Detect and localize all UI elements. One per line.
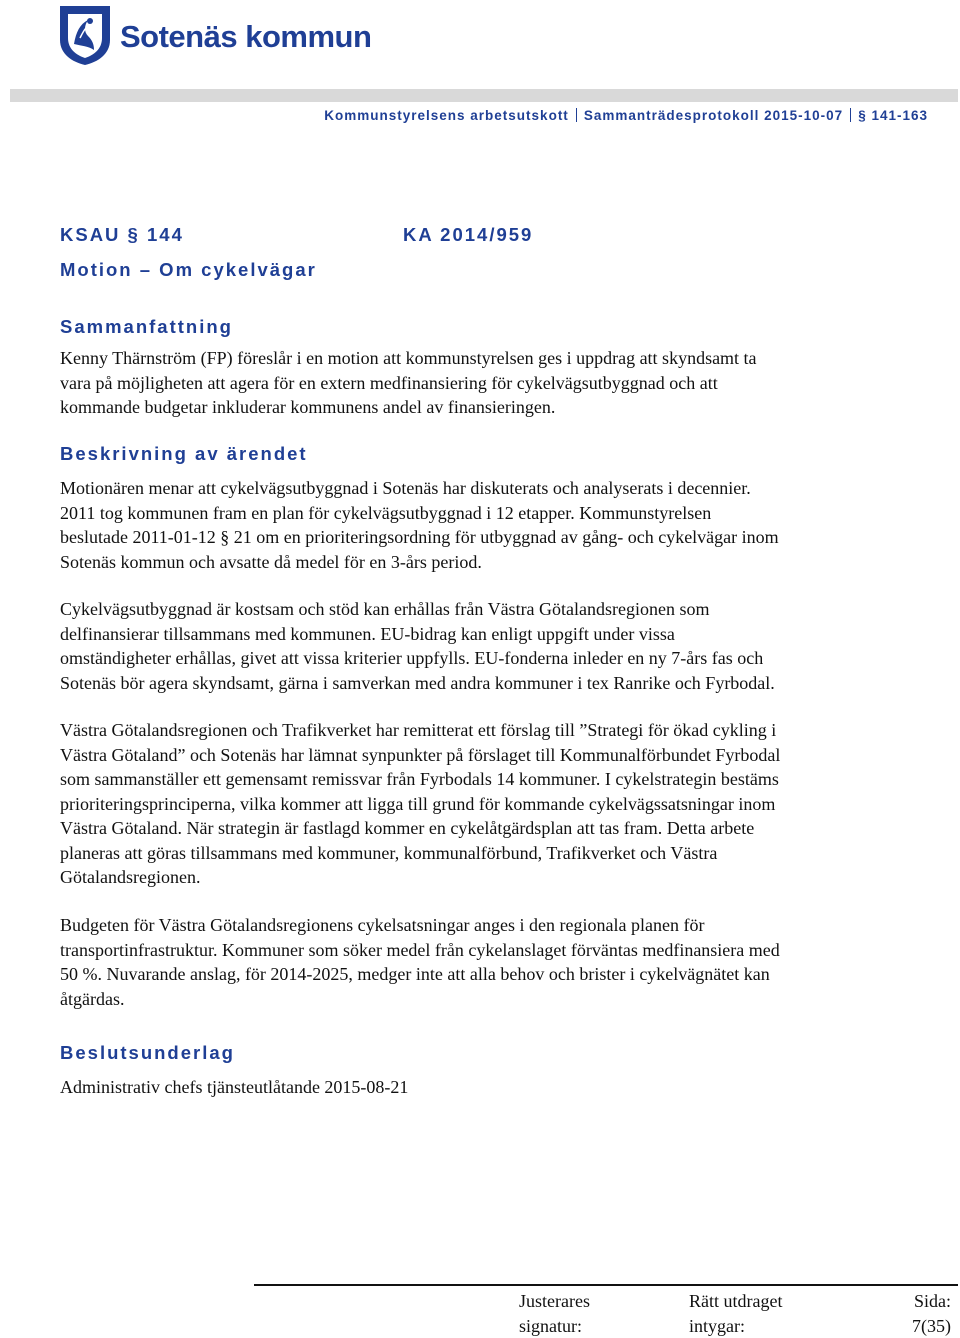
text-line: Västra Götaland” och Sotenäs har lämnat synpunkter på förslaget till Kommunalförbundet Fyrbodal (60, 744, 781, 765)
header-sections: § 141-163 (858, 108, 928, 123)
description-paragraph (60, 913, 940, 1011)
case-number: KSAU § 144 (60, 224, 184, 245)
text-line: Sotenäs kommun och avsatte då medel för en 3-års period. (60, 551, 482, 572)
footer-utdrag-label: Rätt utdraget (689, 1291, 783, 1311)
footer-justerare-label: Justerares (519, 1291, 590, 1311)
text-line: vara på möjligheten att agera för en extern medfinansiering för cykelvägsutbyggnad och att (60, 372, 718, 393)
text-line: Sotenäs bör agera skyndsamt, gärna i samverkan med andra kommuner i tex Ranrike och Fyrbodal. (60, 672, 775, 693)
footer-utdrag (689, 1289, 782, 1338)
text-line: Västra Götalandsregionen och Trafikverket har remitterat ett förslag till ”Strategi för ökad cykling i (60, 720, 777, 740)
text-line: 2011 tog kommunen fram en plan för cykelvägsutbyggnad i 12 etapper. Kommunstyrelsen (60, 502, 712, 523)
text-line: Götalandsregionen. (60, 867, 201, 887)
footer-justerare-label-2: signatur: (519, 1315, 582, 1336)
footer-page (912, 1289, 951, 1338)
case-title: Motion – Om cykelvägar (60, 259, 317, 280)
header-divider (850, 108, 851, 122)
footer-rule (254, 1284, 958, 1286)
footer-justerare (519, 1289, 590, 1338)
text-line: beslutade 2011-01-12 § 21 om en prioriteringsordning för utbyggnad av gång- och cykelvägar inom (60, 527, 779, 547)
text-line: Administrativ chefs tjänsteutlåtande 2015-08-21 (60, 1077, 409, 1097)
header-date: 2015-10-07 (764, 108, 844, 123)
footer-page-number: 7(35) (912, 1315, 951, 1336)
document-header (324, 108, 928, 123)
text-line: Budgeten för Västra Götalandsregionens cykelsatsningar anges i den regionala planen för (60, 915, 705, 935)
text-line: planeras att göras tillsammans med kommuner, kommunalförbund, Trafikverket och Västra (60, 842, 718, 863)
text-line: 50 %. Nuvarande anslag, för 2014-2025, medger inte att alla behov och brister i cykelvägnätet kan (60, 964, 770, 984)
municipality-logo (58, 4, 371, 66)
summary-paragraph (60, 346, 940, 420)
text-line: Kenny Thärnström (FP) föreslår i en motion att kommunstyrelsen ges i uppdrag att skyndsamt ta (60, 348, 757, 368)
decision-basis-paragraph (60, 1075, 940, 1100)
footer-page-label: Sida: (913, 1291, 951, 1311)
text-line: delfinansierar tillsammans med kommunen. EU-bidrag kan enligt uppgift under vissa (60, 623, 675, 644)
text-line: Cykelvägsutbyggnad är kostsam och stöd kan erhållas från Västra Götalandsregionen som (60, 599, 710, 619)
header-doc-type: Sammanträdesprotokoll (583, 108, 760, 123)
section-heading-summary: Sammanfattning (60, 316, 233, 337)
crest-icon (58, 4, 112, 66)
description-paragraph (60, 597, 940, 695)
case-reference: KA 2014/959 (403, 224, 534, 245)
text-line: Motionären menar att cykelvägsutbyggnad i Sotenäs har diskuterats och analyserats i decennier. (60, 478, 751, 498)
description-paragraph (60, 718, 940, 890)
logo-wordmark: Sotenäs kommun (120, 19, 372, 54)
text-line: kommande budgetar inkluderar kommunens andel av finansieringen. (60, 397, 556, 417)
header-divider (576, 108, 577, 122)
text-line: åtgärdas. (60, 988, 125, 1009)
text-line: omständigheter erhållas, givet att vissa kriterier uppfylls. EU-fonderna inleder en ny 7-års fas och (60, 648, 764, 668)
text-line: som sammanställer ett gemensamt remissvar från Fyrbodals 14 kommuner. I cykelstrategin bestäms (60, 769, 779, 789)
text-line: Västra Götaland. När strategin är fastlagd kommer en cykelåtgärdsplan att tas fram. Detta arbete (60, 818, 755, 838)
header-org: Kommunstyrelsens arbetsutskott (324, 108, 569, 123)
footer-utdrag-label-2: intygar: (689, 1315, 745, 1336)
section-heading-description: Beskrivning av ärendet (60, 443, 308, 464)
header-bar (10, 89, 958, 102)
text-line: transportinfrastruktur. Kommuner som söker medel från cykelanslaget förväntas medfinansiera med (60, 939, 780, 960)
section-heading-decision-basis: Beslutsunderlag (60, 1042, 235, 1063)
text-line: prioriteringsprinciperna, vilka kommer att ligga till grund för kommande cykelvägssatsningar inom (60, 793, 776, 814)
description-paragraph (60, 476, 940, 574)
